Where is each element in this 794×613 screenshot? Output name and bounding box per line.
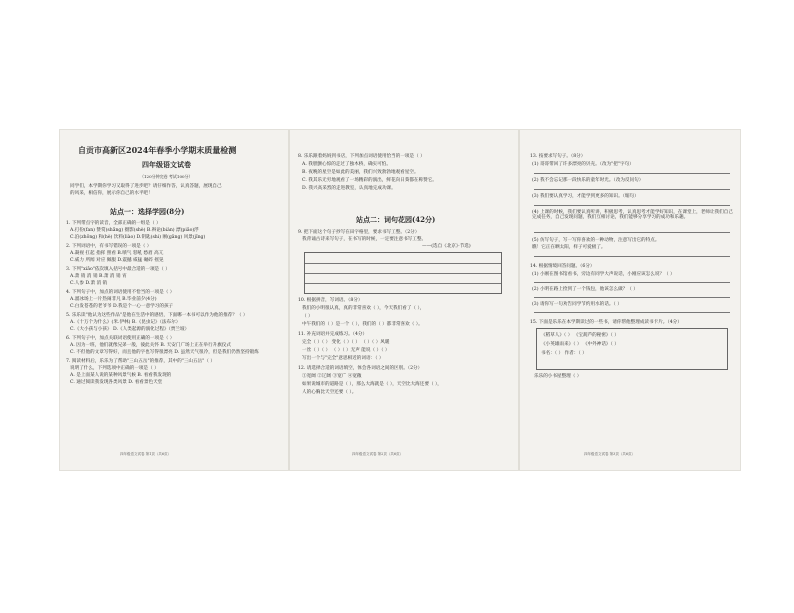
page-2-footer: 四年级语文试卷 第2页（共6页） [352,452,404,456]
question-12-line-2: 人的心胸比天空还要（ ）。 [302,390,357,395]
reading-card [536,328,728,370]
exam-title: 自贡市高新区2024年春季小学期末质量检测 [78,145,237,155]
question-13-part-5-example: 瞧！它正在晒太阳，样子可爱极了。 [532,245,606,250]
question-8: 8. 乐乐跟着妈妈到书店，下列加点词语使用恰当的一项是（ ） [298,154,425,159]
page-3-footer: 四年级语文试卷 第3页（共6页） [584,452,636,456]
question-12: 12. 请选择合适的词语填空，体会各词语之间的区别。（2分） [298,366,423,371]
answer-line[interactable] [534,297,730,298]
question-1-option-cd: C.泊(zhōng) 和(hè) 饮料(liào) D.钥匙(shi) 刚(gāng) 风景(jǐng) [70,235,206,240]
page-1-footer: 四年级语文试卷 第1页（共6页） [120,452,172,456]
question-9: 9. 把下面这个句子抄写在田字格里，要求书写工整。（2分） [298,230,420,235]
question-6-option-cd: C. 不但他的文章写得好，而且他的字也写得很漂亮 D. 虽然天气很冷，但是我们仍然坚持锻炼 [70,350,259,355]
answer-line[interactable] [534,282,730,283]
question-13-part-3: (3) 我们要认真学习，才能学到更多的知识。（缩句） [532,194,639,199]
section-2-heading: 站点二：词句花园(42分) [356,215,436,224]
exam-info: （120分钟完卷 考试100分） [140,174,193,179]
question-6: 6. 下列句子中，加点关联词语使用正确的一项是（ ） [66,336,175,341]
reading-card-note: 乐乐的小书屋整理（ ） [534,374,582,379]
page-fold-2 [518,130,520,470]
question-10: 10. 根据拼音，写词语。（8分） [298,298,363,303]
question-13-part-1: (1) 哥哥带回了许多漂亮的贝壳。（改为"把"字句） [532,162,634,167]
question-3-option-ab: A.萧 销 消 销 B.萧 消 销 宵 [70,274,127,279]
question-11: 11. 补充词语并完成练习。（4分） [298,332,368,337]
question-3-option-cd: C.人参 D.萧 消 销 [70,281,108,286]
question-8-option-b: B. 夜晚的星空是如此的美丽，我们兴致勃勃地观看星空。 [302,170,419,175]
question-4-option-ab: A.溜冰场上一片热闹非凡 B.毕业前夕(4分) [70,297,157,302]
writing-grid-line [305,263,501,264]
question-14-part-1: (1) 小刚在图书馆看书，旁边有同学大声说话，小刚应该怎么说？（ ） [532,272,675,277]
exam-subtitle: 四年级语文试卷 [142,160,191,169]
scanned-exam-sheet [60,130,740,470]
question-11-line-2: 一丝（ ）（ ） （ ）（ ）无声 能说（ ）（ ） [302,348,390,353]
answer-line[interactable] [534,232,730,233]
intro-line-2: 的风采，相信你，展示你自己的水平吧！ [70,191,153,196]
page-fold-1 [288,130,290,470]
question-10-line-1: 我们的小明很认真，真的非常喜欢（ ），今天我们看了（ ）， [302,306,425,311]
question-8-option-a: A. 我胆颤心惊的走过了独木桥，确实可怕。 [302,162,391,167]
answer-line[interactable] [534,312,730,313]
question-15: 15. 下面是乐乐在本学期读过的一些书，请你帮他整理成读书卡片。（4分） [530,320,682,325]
question-13-part-2: (2) 我不会忘记那一段快乐的童年时光。（改为反问句） [532,178,644,183]
question-8-option-c: C. 我其乐无穷地观看了一场精彩的演出，鲜花向日葵都在称赞它。 [302,178,437,183]
question-14: 14. 根据情境回答问题。（6分） [530,264,595,269]
answer-line[interactable] [534,189,730,190]
question-14-part-3: (3) 请你写一句劝告同学节约用水的话。（ ） [532,302,622,307]
question-7: 7. 阅读材料后，乐乐为了帮助"三山五岳"的推荐，其中的"三山五岳"（ ） [66,359,215,364]
question-11-line-3: 写出一个与"完全"意思相近的词语：（ ） [302,356,384,361]
question-8-option-d: D. 我兴高采烈的走进教室，认真地完成功课。 [302,186,396,191]
question-10-line-2: （ ） [302,314,313,319]
question-2: 2. 下列词语中，有书写错误的一项是（ ） [66,244,152,249]
question-6-option-ab: A. 因为一班，他们就像兄弟一般，彼此关怀 B. 天安门广场上正在举行升旗仪式 [70,343,231,348]
question-10-line-3: 中午我们的（ ）是一个（ ），我们的（ ）都非常喜欢（ ）。 [302,322,423,327]
question-7-option-ab: A. 是上面某人说的某种风景气候 B. 看看我发现的 [70,373,172,378]
question-2-option-ab: A.凝视 扛起 指挥 照看 B.喷气 怒吼 愁眉 高亢 [70,251,164,256]
question-14-part-2: (2) 小明在路上捡到了一个钱包，他该怎么做？（ ） [532,287,638,292]
question-13: 13. 按要求写句子。（8分） [530,154,586,159]
question-7-option-cd: C. 通过阅读我发现各类风景 D. 看看景色天堂 [70,380,163,385]
question-9-text: 我背诵古诗来写句子，在书写的时候，一定要注意书写工整。 [302,237,427,242]
question-11-line-1: 完全（ ）（ ） 变化（ ）（ ） （ ）（ ）风暖 [302,340,390,345]
question-1: 1. 下列带点字的读音，全部正确的一组是（ ） [66,221,161,226]
question-7-desc: 说明了什么，下列选项中正确的一项是（ ） [70,366,159,371]
question-1-option-ab: A.打扮(fan) 赞赏(shǎng) 摄影(shè) B.辩论(biàn) 漂(piāo)浮 [70,228,199,233]
question-5-option-ab: A.《十万个为什么》(米.伊林) B.《昆虫记》（法布尔） [70,320,181,325]
question-4-option-cd: C.白发苍苍的老爷爷 D.我是个一心一意学习的孩子 [70,304,174,309]
question-12-line-1: 如果说城市的道路是（ ），那么大海就是（ ），天空比大海还要（ ）， [302,382,442,387]
question-5-option-cd: C.《大小孩与小孩》 D.《人类起源的演化过程》（贾兰坡） [70,327,190,332]
question-12-options: ①宽阔 ②辽阔 ③宽广 ④宽敞 [302,374,362,379]
writing-grid[interactable] [304,252,502,294]
answer-line[interactable] [534,256,730,257]
intro-line-1: 同学们，本学期你学习又取得了进步吧？请仔细作答，认真答题，展现自己 [70,184,222,189]
exam-page-1 [60,130,285,470]
writing-grid-line [305,283,501,284]
writing-grid-line [305,273,501,274]
question-13-part-5: (5) 仿写句子，写一写你喜欢的一种动物，注意写出它的特点。 [532,238,660,243]
answer-line[interactable] [534,205,730,206]
section-1-heading: 站点一：选择学园(8分) [110,207,185,216]
exam-page-2 [292,130,514,470]
question-13-part-4: (4) 上课的时候，我们要认真听讲，积极思考，认真思考才能学好知识，在课堂上，老师让我们自己完成任务，自己发现问题，我们互相讨论，我们能够分享学习的成功和乐趣。 [532,210,733,220]
reading-card-row-3: 书名：（ ） 作者：（ ） [541,351,587,356]
answer-line[interactable] [534,173,730,174]
question-3: 3. 下列"xiāo"依次填入括号中最合适的一项是（ ） [66,267,170,272]
question-4: 4. 下列句子中，加点的词语使用不恰当的一项是（ ） [66,290,175,295]
question-2-option-cd: C.威力 所闻 对应 佩服 D.震撼 威猛 碾碎 摇晃 [70,258,164,263]
exam-page-3 [524,130,740,470]
reading-card-row-2: 《小英雄雨来》（ ） 《中外神话》（ ） [541,342,619,347]
question-9-source: ——(选自《北京》·节选) [422,244,471,249]
question-5: 5. 乐乐读"他认为这些作品"是他在生活中的感悟，下面哪一本书可以作为他的推荐？（ ） [66,313,248,318]
reading-card-row-1: 《稻草人》（ ） 《宝葫芦的秘密》（ ） [541,333,619,338]
